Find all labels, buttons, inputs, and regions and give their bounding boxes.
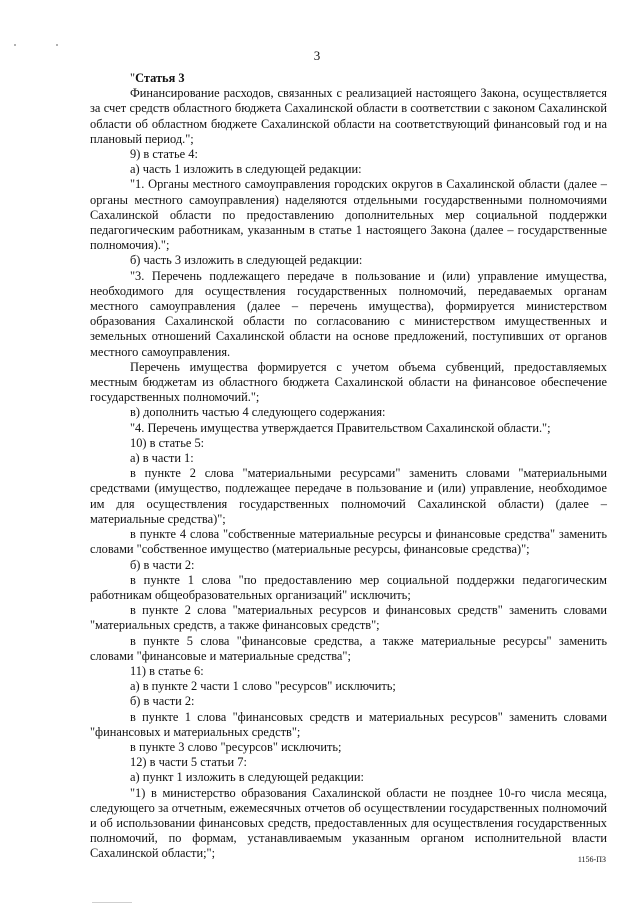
paragraph: б) в части 2: xyxy=(130,557,195,572)
scan-speck xyxy=(56,44,58,46)
document-code: 1156-ПЗ xyxy=(577,855,606,864)
article-heading xyxy=(90,71,607,86)
paragraph: 9) в статье 4: xyxy=(130,147,198,162)
scan-speck xyxy=(14,44,16,46)
page-number: 3 xyxy=(313,48,321,63)
paragraph: 11) в статье 6: xyxy=(130,663,204,678)
paragraph: Перечень имущества формируется с учетом объема субвенций, предоставляемых местным бюджетам из областного бюджета Сахалинской области на финансовое обеспечение государственных полномочий."; xyxy=(90,359,607,405)
paragraph: "1) в министерство образования Сахалинской области не позднее 10-го числа месяца, следующего за отчетным, ежемесячных отчетов об осуществлении государственных полномочий и об использовании финансовых средств, предоставленных для осуществления государственных полномочий, по формам, устанавливаемым указанным органом исполнительной власти Сахалинской области;"; xyxy=(90,785,607,861)
paragraph: в пункте 4 слова "собственные материальные ресурсы и финансовые средства" заменить словами "собственное имущество (материальные ресурсы, финансовые средства)"; xyxy=(90,527,607,557)
paragraph: в пункте 5 слова "финансовые средства, а также материальные ресурсы" заменить словами "финансовые и материальные средства"; xyxy=(90,633,607,663)
heading-quote: " xyxy=(130,71,136,85)
paragraph: а) часть 1 изложить в следующей редакции: xyxy=(130,162,362,177)
paragraph: в пункте 1 слова "по предоставлению мер социальной поддержки педагогическим работникам общеобразовательных организаций" исключить; xyxy=(90,572,607,602)
paragraph: б) часть 3 изложить в следующей редакции: xyxy=(130,253,363,268)
paragraph: "3. Перечень подлежащего передаче в пользование и (или) управление имущества, необходимого для осуществления государственных полномочий, передаваемых органам местного самоуправления (далее – перечень имущества), формируется министерством образования Сахалинской области по согласованию с министерством имущественных и земельных отношений Сахалинской области на основе предложений, поступивших от органов местного самоуправления. xyxy=(90,268,607,359)
paragraph: в пункте 3 слово "ресурсов" исключить; xyxy=(130,739,342,754)
paragraph: а) в части 1: xyxy=(130,451,194,466)
paragraph: в пункте 2 слова "материальными ресурсами" заменить словами "материальными средствами (имущество, подлежащее передаче в пользование и (или) управление, необходимое им для осуществления государственных полномочий Сахалинской области) (далее – материальные средства)"; xyxy=(90,466,607,526)
paragraph: 12) в части 5 статьи 7: xyxy=(130,755,247,770)
paragraph: 10) в статье 5: xyxy=(130,435,205,450)
paragraph: в) дополнить частью 4 следующего содержания: xyxy=(130,405,386,420)
paragraph: в пункте 2 слова "материальных ресурсов и финансовых средств" заменить словами "материальных средств, а также финансовых средств"; xyxy=(90,603,607,633)
paragraph: в пункте 1 слова "финансовых средств и материальных ресурсов" заменить словами "финансовых и материальных средств"; xyxy=(90,709,607,739)
scan-artifact xyxy=(92,902,132,903)
paragraph: "4. Перечень имущества утверждается Правительством Сахалинской области."; xyxy=(130,420,551,435)
paragraph: Финансирование расходов, связанных с реализацией настоящего Закона, осуществляется за счет средств областного бюджета Сахалинской области в соответствии с законом Сахалинской области об областном бюджете Сахалинской области на соответствующий финансовый год и на плановый период."; xyxy=(90,86,607,146)
document-body xyxy=(90,71,607,862)
article-title: Статья 3 xyxy=(135,71,185,85)
paragraph: а) пункт 1 изложить в следующей редакции: xyxy=(130,770,364,785)
paragraph: а) в пункте 2 части 1 слово "ресурсов" исключить; xyxy=(130,679,396,694)
paragraph: "1. Органы местного самоуправления городских округов в Сахалинской области (далее – органы местного самоуправления) наделяются отдельными государственными полномочиями Сахалинской области по предоставлению дополнительных мер социальной поддержки педагогическим работникам, указанным в статье 1 настоящего Закона (далее – государственные полномочия)."; xyxy=(90,177,607,253)
paragraph: б) в части 2: xyxy=(130,694,195,709)
